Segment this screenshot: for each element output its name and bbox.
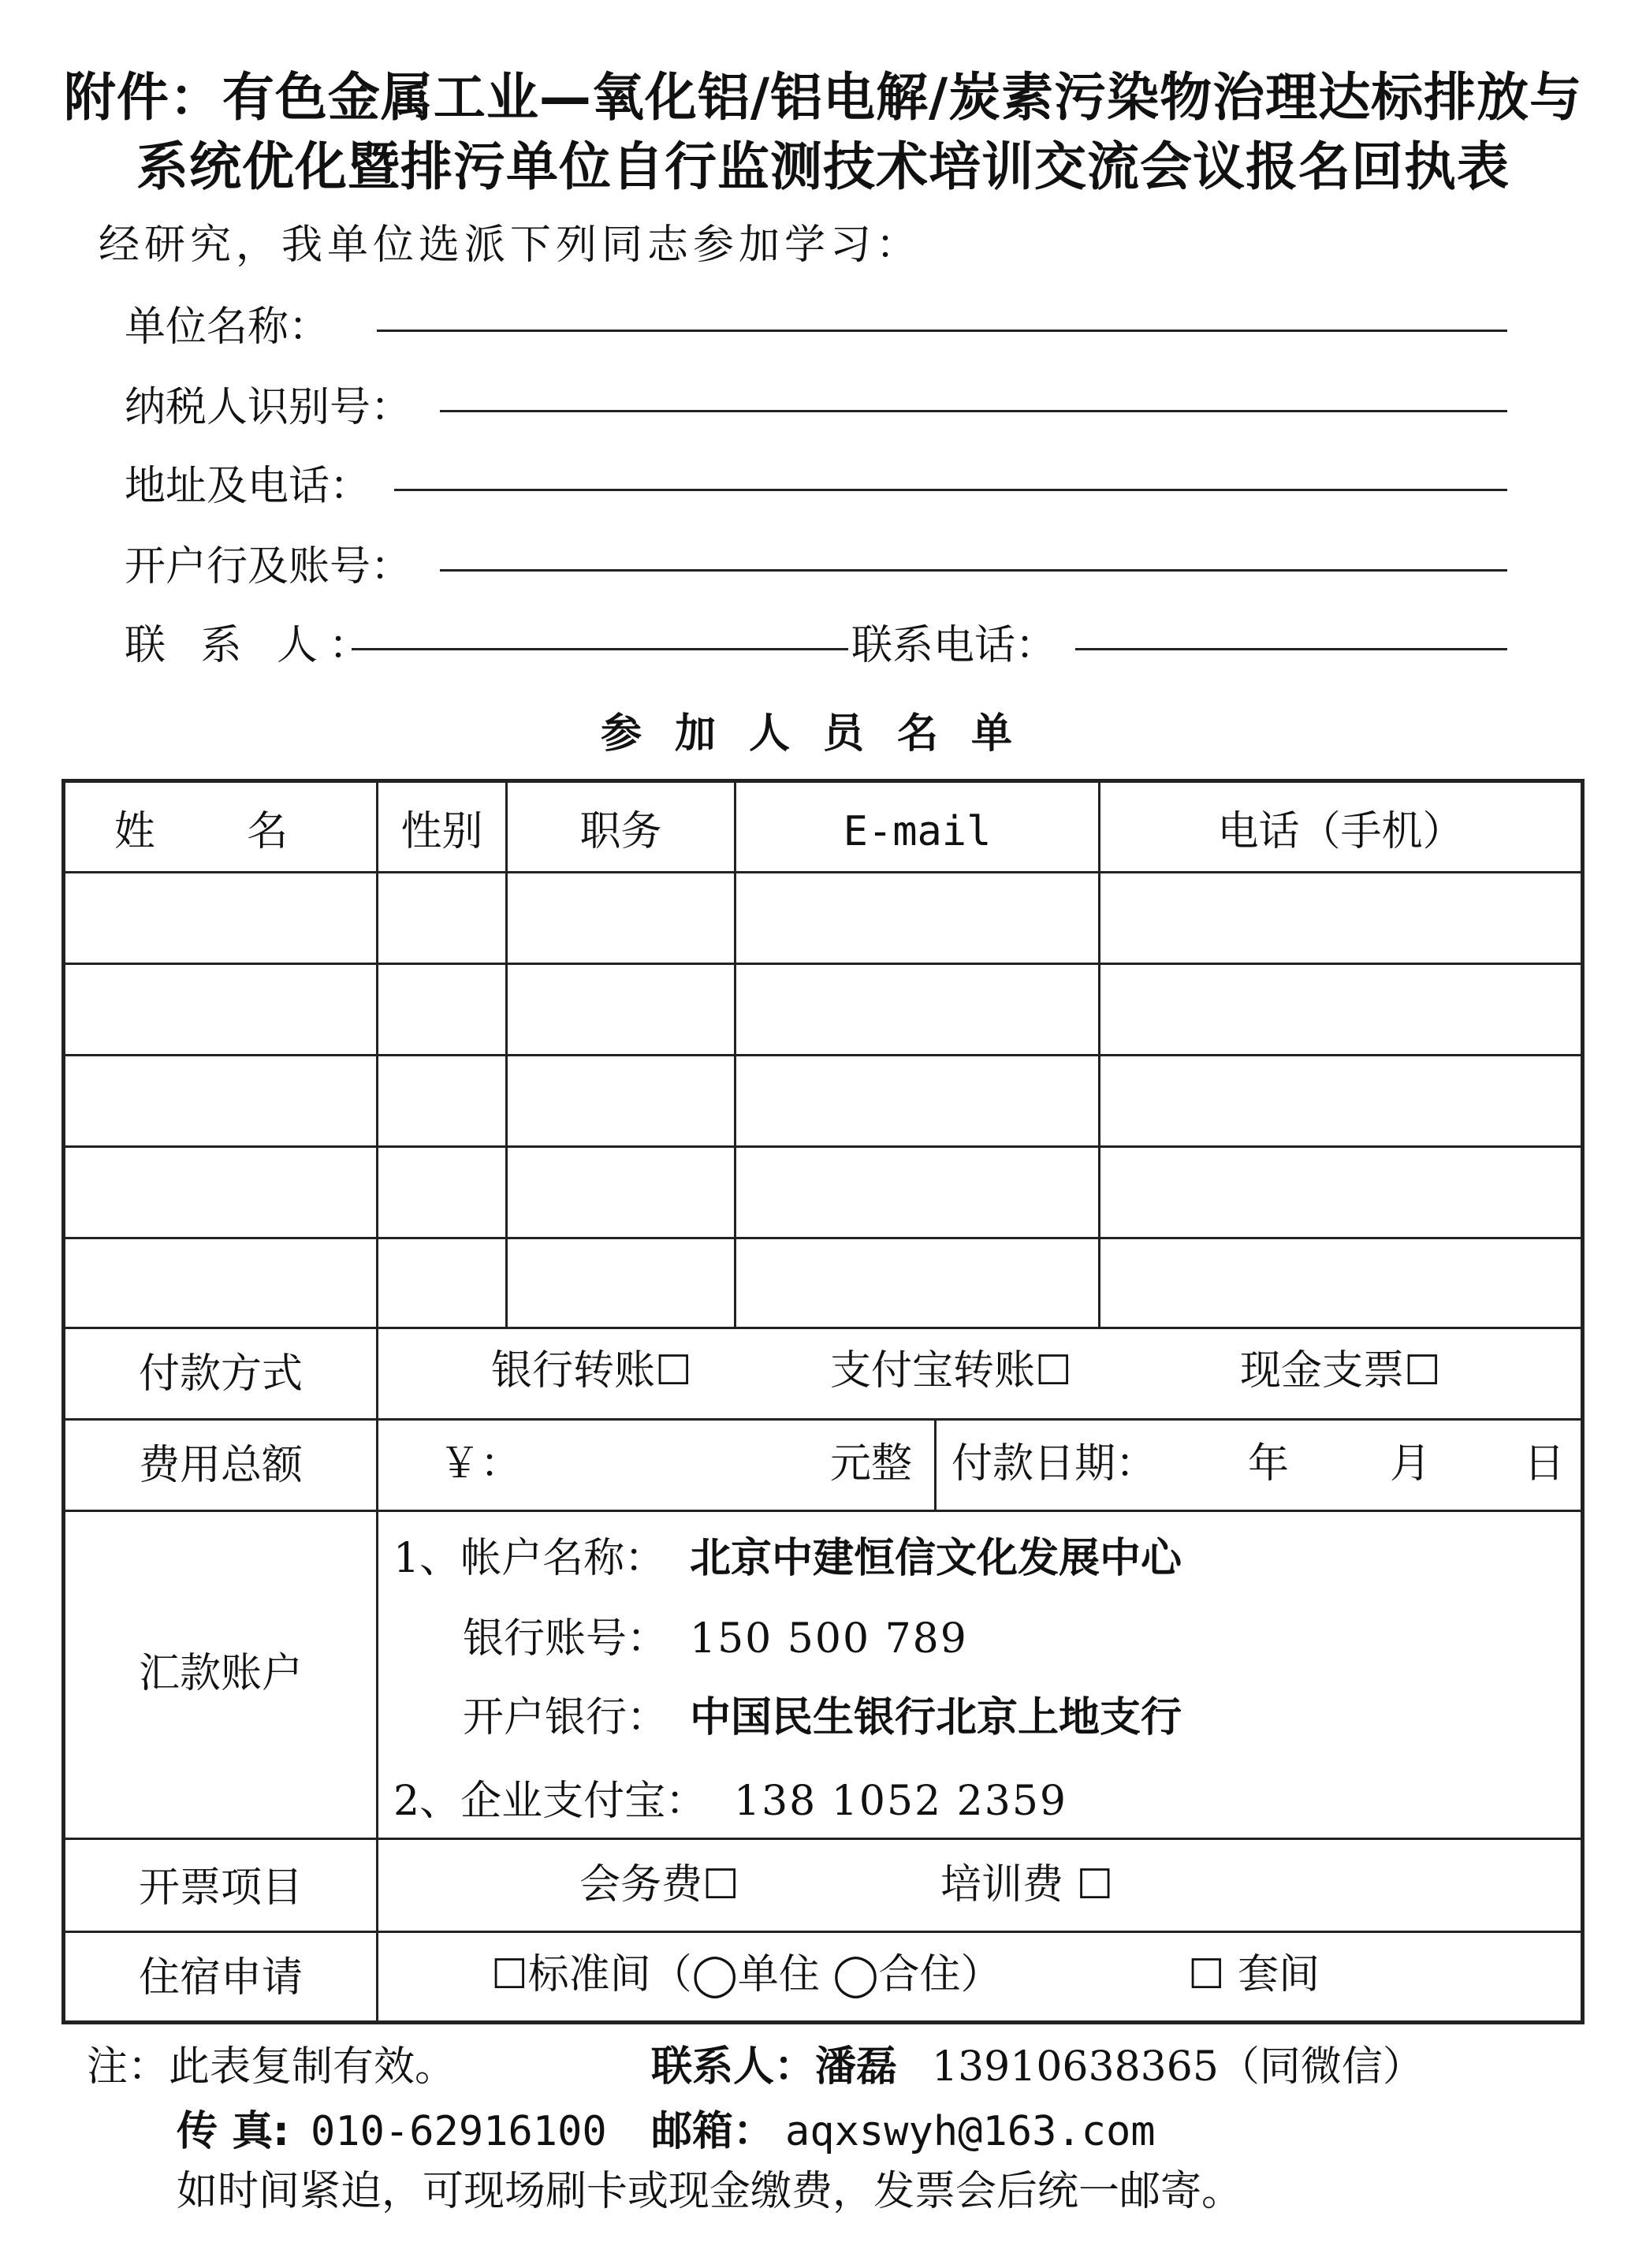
participants-list-title: 参加人员名单 bbox=[600, 710, 1045, 758]
registration-table bbox=[61, 779, 1585, 2024]
payment-method-label: 付款方式 bbox=[138, 1350, 303, 1398]
email-label: 邮箱： bbox=[651, 2108, 775, 2155]
header-phone: 电话（手机） bbox=[1217, 808, 1464, 855]
account-name-value: 北京中建恒信文化发展中心 bbox=[690, 1535, 1182, 1582]
email-address[interactable]: aqxswyh@163.com bbox=[785, 2108, 1156, 2155]
invoice-option-training[interactable]: 培训费 ☐ bbox=[940, 1861, 1114, 1909]
payment-date-label: 付款日期： bbox=[951, 1440, 1157, 1488]
yuan-unit: 元整 bbox=[830, 1440, 913, 1488]
table-rule bbox=[65, 1838, 1581, 1840]
table-rule bbox=[505, 783, 508, 1327]
contact-label: 联 系 人： bbox=[125, 622, 382, 669]
bank-account-no-prefix: 银行账号： bbox=[463, 1615, 668, 1663]
remit-account-label: 汇款账户 bbox=[138, 1650, 303, 1697]
footer-contact: 联系人：潘磊 bbox=[651, 2043, 898, 2091]
address-phone-field[interactable] bbox=[394, 489, 1507, 491]
payment-month: 月 bbox=[1390, 1440, 1432, 1488]
copy-valid-note: 注：此表复制有效。 bbox=[87, 2043, 456, 2091]
invoice-label: 开票项目 bbox=[138, 1864, 303, 1912]
table-rule bbox=[376, 783, 378, 2020]
table-rule bbox=[65, 1327, 1581, 1329]
address-phone-label: 地址及电话： bbox=[125, 463, 371, 510]
table-rule bbox=[65, 1418, 1581, 1421]
payment-option-cheque[interactable]: 现金支票☐ bbox=[1240, 1347, 1441, 1395]
table-rule bbox=[65, 871, 1581, 873]
table-rule bbox=[65, 1054, 1581, 1056]
unit-name-label: 单位名称： bbox=[125, 304, 330, 351]
table-rule bbox=[65, 1510, 1581, 1512]
opening-bank-prefix: 开户银行： bbox=[463, 1694, 668, 1741]
contact-field[interactable] bbox=[352, 648, 848, 650]
payment-option-alipay[interactable]: 支付宝转账☐ bbox=[830, 1347, 1072, 1395]
header-position: 职务 bbox=[579, 808, 662, 855]
opening-bank-value: 中国民生银行北京上地支行 bbox=[690, 1694, 1182, 1741]
bank-account-label: 开户行及账号： bbox=[125, 543, 412, 590]
payment-remark: 如时间紧迫，可现场刷卡或现金缴费，发票会后统一邮寄。 bbox=[177, 2168, 1243, 2215]
table-rule bbox=[734, 783, 736, 1327]
table-rule bbox=[65, 1237, 1581, 1239]
bank-account-no-value: 150 500 789 bbox=[690, 1615, 968, 1663]
table-rule bbox=[934, 1418, 937, 1510]
lodging-label: 住宿申请 bbox=[138, 1954, 303, 2002]
account-name-prefix: 1、帐户名称： bbox=[393, 1535, 666, 1582]
alipay-prefix: 2、企业支付宝： bbox=[393, 1778, 707, 1825]
tax-id-label: 纳税人识别号： bbox=[125, 384, 412, 431]
table-rule bbox=[65, 963, 1581, 965]
table-rule bbox=[65, 1931, 1581, 1933]
unit-name-field[interactable] bbox=[377, 330, 1507, 332]
header-gender: 性别 bbox=[400, 808, 483, 855]
intro-text: 经研究，我单位选派下列同志参加学习： bbox=[99, 222, 922, 269]
currency-symbol: ￥： bbox=[439, 1440, 522, 1488]
invoice-option-conference[interactable]: 会务费☐ bbox=[579, 1861, 739, 1909]
table-rule bbox=[1098, 783, 1100, 1327]
payment-year: 年 bbox=[1248, 1440, 1290, 1488]
payment-day: 日 bbox=[1524, 1440, 1566, 1488]
table-rule bbox=[65, 1145, 1581, 1148]
contact-phone-field[interactable] bbox=[1075, 648, 1507, 650]
payment-option-bank[interactable]: 银行转账☐ bbox=[491, 1347, 692, 1395]
lodging-option-suite[interactable]: ☐ 套间 bbox=[1188, 1951, 1320, 1998]
form-title-line-2: 系统优化暨排污单位自行监测技术培训交流会议报名回执表 bbox=[136, 136, 1510, 197]
form-title-line-1: 附件：有色金属工业—氧化铝/铝电解/炭素污染物治理达标排放与 bbox=[63, 67, 1583, 128]
alipay-value: 138 1052 2359 bbox=[734, 1778, 1067, 1825]
lodging-option-standard[interactable]: ☐标准间（◯单住 ◯合住） bbox=[491, 1951, 1002, 1998]
fax-label: 传 真: bbox=[177, 2108, 289, 2155]
fax-number: 010-62916100 bbox=[311, 2108, 607, 2155]
header-name: 姓 名 bbox=[114, 808, 328, 855]
bank-account-field[interactable] bbox=[440, 569, 1507, 572]
header-email: E-mail bbox=[843, 808, 992, 855]
tax-id-field[interactable] bbox=[440, 410, 1507, 412]
contact-phone-label: 联系电话： bbox=[851, 622, 1057, 669]
footer-contact-phone: 13910638365（同微信） bbox=[932, 2043, 1424, 2091]
total-fee-label: 费用总额 bbox=[138, 1442, 303, 1489]
